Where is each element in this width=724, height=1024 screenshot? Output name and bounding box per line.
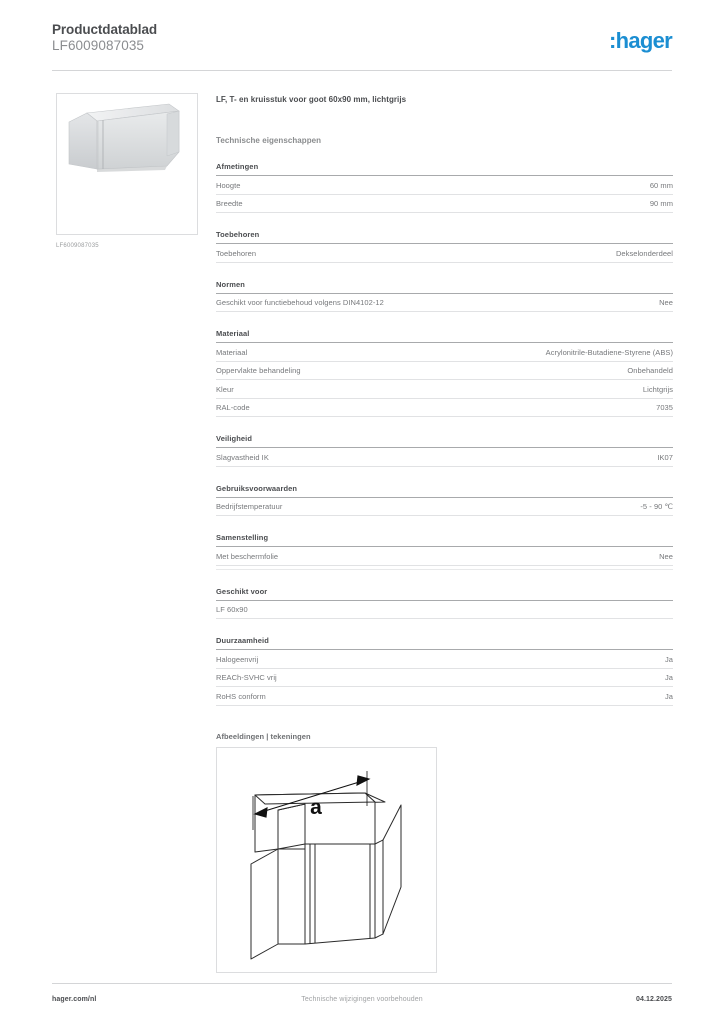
dimension-label-a: a <box>310 795 322 819</box>
technical-properties-heading: Technische eigenschappen <box>216 136 322 145</box>
spec-groups <box>216 162 673 706</box>
spec-label: REACh-SVHC vrij <box>216 673 277 682</box>
spec-row <box>216 244 673 263</box>
spec-label: Kleur <box>216 384 234 394</box>
spec-row <box>216 343 673 362</box>
footer-disclaimer: Technische wijzigingen voorbehouden <box>301 996 423 1003</box>
page-title: Productdatablad <box>52 22 158 37</box>
spec-group-title: Materiaal <box>216 329 673 343</box>
spec-row <box>216 294 673 313</box>
main-content <box>216 93 673 973</box>
spec-value: IK07 <box>657 452 673 462</box>
page-header <box>52 22 672 70</box>
spec-group-title: Toebehoren <box>216 230 673 244</box>
spec-group-title: Duurzaamheid <box>216 636 673 650</box>
spec-value: Nee <box>659 298 673 307</box>
technical-drawing-image <box>217 748 436 972</box>
spec-group <box>216 280 673 313</box>
spec-label: RoHS conform <box>216 691 266 701</box>
product-photo-image <box>57 94 197 234</box>
spec-group <box>216 533 673 570</box>
spec-value: Ja <box>664 691 673 701</box>
spec-group <box>216 636 673 706</box>
hager-logo: :hager <box>608 28 672 53</box>
spec-value: -5 - 90 ℃ <box>640 502 673 511</box>
product-name: LF, T- en kruisstuk voor goot 60x90 mm, lichtgrijs <box>216 95 407 104</box>
page-footer <box>52 996 672 1008</box>
spec-label: RAL-code <box>216 403 250 412</box>
technical-drawing <box>216 747 437 973</box>
spec-label: Toebehoren <box>216 248 257 258</box>
spec-value: Ja <box>664 654 673 664</box>
footer-date: 04.12.2025 <box>635 996 672 1003</box>
product-photo-caption: LF6009087035 <box>56 243 99 249</box>
footer-website[interactable]: hager.com/nl <box>52 996 97 1003</box>
spec-group <box>216 434 673 467</box>
spec-group <box>216 484 673 517</box>
spec-group-title: Samenstelling <box>216 533 673 547</box>
spec-label: Oppervlakte behandeling <box>216 366 301 375</box>
spec-row <box>216 362 673 381</box>
spec-label: LF 60x90 <box>216 605 248 614</box>
spec-label: Halogeenvrij <box>216 654 259 664</box>
spec-value: 7035 <box>656 403 673 412</box>
spec-row <box>216 448 673 467</box>
product-reference: LF6009087035 <box>52 38 145 53</box>
spec-label: Materiaal <box>216 347 248 357</box>
header-divider <box>52 70 672 71</box>
spec-group-title: Normen <box>216 280 673 294</box>
spec-value: Onbehandeld <box>627 366 673 375</box>
spec-value: 90 mm <box>649 199 673 208</box>
spec-row <box>216 498 673 517</box>
spec-row <box>216 687 673 706</box>
spec-value: Acrylonitrile-Butadiene-Styrene (ABS) <box>545 347 673 357</box>
spec-label: Met beschermfolie <box>216 551 279 561</box>
spec-group <box>216 230 673 263</box>
spec-row <box>216 650 673 669</box>
spec-label: Breedte <box>216 199 243 208</box>
spec-row <box>216 176 673 195</box>
spec-group <box>216 329 673 417</box>
spec-row <box>216 195 673 214</box>
spec-group-title: Geschikt voor <box>216 587 673 601</box>
spec-row <box>216 601 673 620</box>
spec-group-title: Gebruiksvoorwaarden <box>216 484 673 498</box>
spec-group-title: Veiligheid <box>216 434 673 448</box>
spec-label: Hoogte <box>216 180 241 190</box>
product-photo <box>56 93 198 235</box>
spec-value: Lichtgrijs <box>642 384 673 394</box>
spec-value: Nee <box>659 551 673 561</box>
spec-value: Ja <box>664 673 673 682</box>
spec-group <box>216 162 673 213</box>
spec-row <box>216 380 673 399</box>
spec-label: Slagvastheid IK <box>216 452 269 462</box>
spec-group <box>216 587 673 620</box>
footer-divider <box>52 983 672 984</box>
spec-label: Bedrijfstemperatuur <box>216 502 283 511</box>
spec-row <box>216 399 673 418</box>
spec-value: Dekselonderdeel <box>615 248 673 258</box>
spec-row <box>216 547 673 566</box>
spec-group-title: Afmetingen <box>216 162 673 176</box>
spec-value: 60 mm <box>649 180 673 190</box>
spec-row <box>216 669 673 688</box>
drawings-heading: Afbeeldingen | tekeningen <box>216 731 311 741</box>
spec-label: Geschikt voor functiebehoud volgens DIN4102-12 <box>216 298 384 307</box>
